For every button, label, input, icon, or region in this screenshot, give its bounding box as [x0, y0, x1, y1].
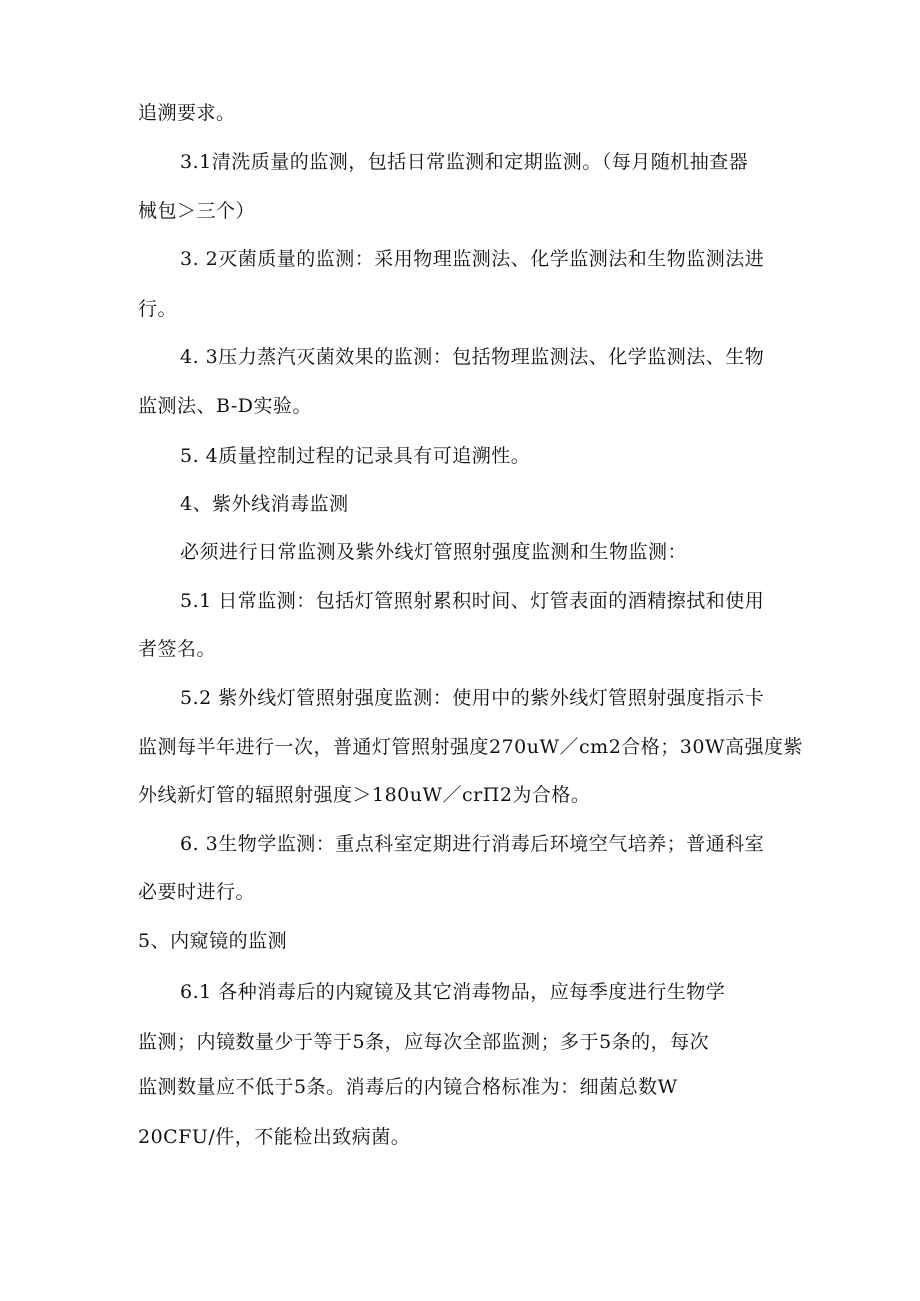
section-heading: 4、紫外线消毒监测 [180, 493, 349, 515]
text-line: 行。 [138, 298, 178, 320]
text-line: 监测数量应不低于5条。消毒后的内镜合格标准为：细菌总数W [138, 1076, 678, 1098]
text-line: 监测法、B-D实验。 [138, 395, 312, 417]
text-line: 20CFU/件，不能检出致病菌。 [138, 1126, 411, 1148]
text-line: 必要时进行。 [138, 881, 256, 903]
text-line: 5.2 紫外线灯管照射强度监测：使用中的紫外线灯管照射强度指示卡 [180, 687, 765, 709]
text-line: 4. 3压力蒸汽灭菌效果的监测：包括物理监测法、化学监测法、生物 [180, 346, 765, 368]
text-line: 监测；内镜数量少于等于5条，应每次全部监测；多于5条的，每次 [138, 1031, 710, 1053]
text-line: 外线新灯管的辐照射强度＞180uW／crΠ2为合格。 [138, 784, 591, 806]
text-line: 5. 4质量控制过程的记录具有可追溯性。 [180, 445, 531, 467]
text-line: 3. 2灭菌质量的监测：采用物理监测法、化学监测法和生物监测法进 [180, 248, 765, 270]
text-line: 5.1 日常监测：包括灯管照射累积时间、灯管表面的酒精擦拭和使用 [180, 590, 765, 612]
text-line: 追溯要求。 [138, 102, 236, 124]
section-heading: 5、内窥镜的监测 [138, 930, 288, 952]
text-line: 必须进行日常监测及紫外线灯管照射强度监测和生物监测： [180, 541, 688, 563]
text-line: 械包＞三个） [138, 200, 256, 222]
text-line: 监测每半年进行一次，普通灯管照射强度270uW／cm2合格；30W高强度紫 [138, 736, 803, 758]
text-line: 者签名。 [138, 638, 217, 660]
text-line: 6. 3生物学监测：重点科室定期进行消毒后环境空气培养；普通科室 [180, 833, 765, 855]
text-line: 6.1 各种消毒后的内窥镜及其它消毒物品，应每季度进行生物学 [180, 981, 726, 1003]
text-line: 3.1清洗质量的监测，包括日常监测和定期监测。（每月随机抽查器 [180, 151, 749, 173]
